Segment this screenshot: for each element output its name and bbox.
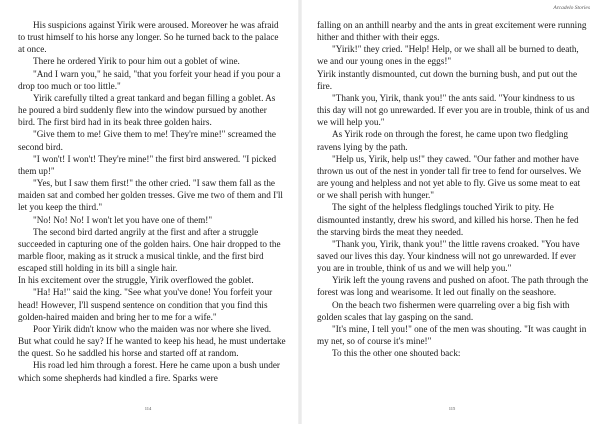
paragraph: Yirik left the young ravens and pushed on afoot. The path through the forest was long and wearisome. It led out finally on the seashore. xyxy=(317,275,589,298)
left-page-text xyxy=(18,19,286,384)
right-page xyxy=(304,0,600,424)
paragraph: "And I warn you," he said, "that you forfeit your head if you pour a drop too much or too little." xyxy=(18,68,281,91)
paragraph: As Yirik rode on through the forest, he came upon two fledgling ravens lying by the path. xyxy=(317,129,568,152)
paragraph: In his excitement over the struggle, Yirik overflowed the goblet. xyxy=(18,275,254,286)
book-gutter xyxy=(298,0,302,424)
paragraph: Yirik instantly dismounted, cut down the burning bush, and put out the fire. xyxy=(317,68,578,91)
paragraph: falling on an anthill nearby and the ants in great excitement were running hither and thither with their eggs. xyxy=(317,20,587,43)
paragraph: "Give them to me! Give them to me! They're mine!" screamed the second bird. xyxy=(18,129,276,152)
paragraph: His suspicions against Yirik were aroused. Moreover he was afraid to trust himself to his horse any longer. So he turned back to the palace at once. xyxy=(18,20,279,55)
paragraph: His road led him through a forest. Here he came upon a bush under which some shepherds had kindled a fire. Sparks were xyxy=(18,360,280,383)
right-page-number: 115 xyxy=(448,406,456,411)
paragraph: "Thank you, Yirik, thank you!" the ants said. "Your kindness to us this day will not go unrewarded. If ever you are in trouble, think of us and we will help you." xyxy=(317,92,590,128)
running-head: Arcadelo Stories xyxy=(553,5,590,11)
paragraph: "Yirik!" they cried. "Help! Help, or we shall all be burned to death, we and our young ones in the eggs!" xyxy=(317,44,579,67)
paragraph: There he ordered Yirik to pour him out a goblet of wine. xyxy=(33,56,240,67)
left-page-number: 114 xyxy=(144,406,152,411)
paragraph: The second bird darted angrily at the first and after a struggle succeeded in capturing one of the golden hairs. One hair dropped to the marble floor, making as it struck a musical tinkle, and the first bird escaped still holding in its bill a single hair. xyxy=(18,226,281,274)
paragraph: Poor Yirik didn't know who the maiden was nor where she lived. But what could he say? If he wanted to keep his head, he must undertake the quest. So he saddled his horse and started off at random. xyxy=(18,323,286,359)
paragraph: "I won't! I won't! They're mine!" the first bird answered. "I picked them up!" xyxy=(18,153,277,176)
paragraph: "Ha! Ha!" said the king. "See what you've done! You forfeit your head! However, I'll suspend sentence on condition that you find this golden-haired maiden and bring her to me for a wife." xyxy=(18,287,273,322)
right-page-text xyxy=(317,19,590,359)
paragraph: "Thank you, Yirik, thank you!" the little ravens croaked. "You have saved our lives this day. Your kindness will not go unrewarded. If ever you are in trouble, think of us and we will help you." xyxy=(317,238,580,274)
paragraph: "It's mine, I tell you!" one of the men was shouting. "It was caught in my net, so of course it's mine!" xyxy=(317,323,587,347)
left-page xyxy=(0,0,296,424)
paragraph: To this the other one shouted back: xyxy=(332,348,461,359)
paragraph: The sight of the helpless fledglings touched Yirik to pity. He dismounted instantly, drew his sword, and killed his horse. Then he fed the starving birds the meat they needed. xyxy=(317,202,579,237)
paragraph: Yirik carefully tilted a great tankard and began filling a goblet. As he poured a bird suddenly flew into the window pursued by another bird. The first bird had in its beak three golden hairs. xyxy=(18,92,276,128)
paragraph: "Help us, Yirik, help us!" they cawed. "Our father and mother have thrown us out of the nest in yonder tall fir tree to fend for ourselves. We are young and helpless and not yet able to fly. Give us some meat to eat or we shall perish with hunger." xyxy=(317,153,581,201)
paragraph: "Yes, but I saw them first!" the other cried. "I saw them fall as the maiden sat and combed her golden tresses. Give me two of them and I'll let you keep the third." xyxy=(18,178,283,213)
paragraph: On the beach two fishermen were quarreling over a big fish with golden scales that lay gasping on the sand. xyxy=(317,299,570,322)
paragraph: "No! No! No! I won't let you have one of them!" xyxy=(33,214,213,225)
